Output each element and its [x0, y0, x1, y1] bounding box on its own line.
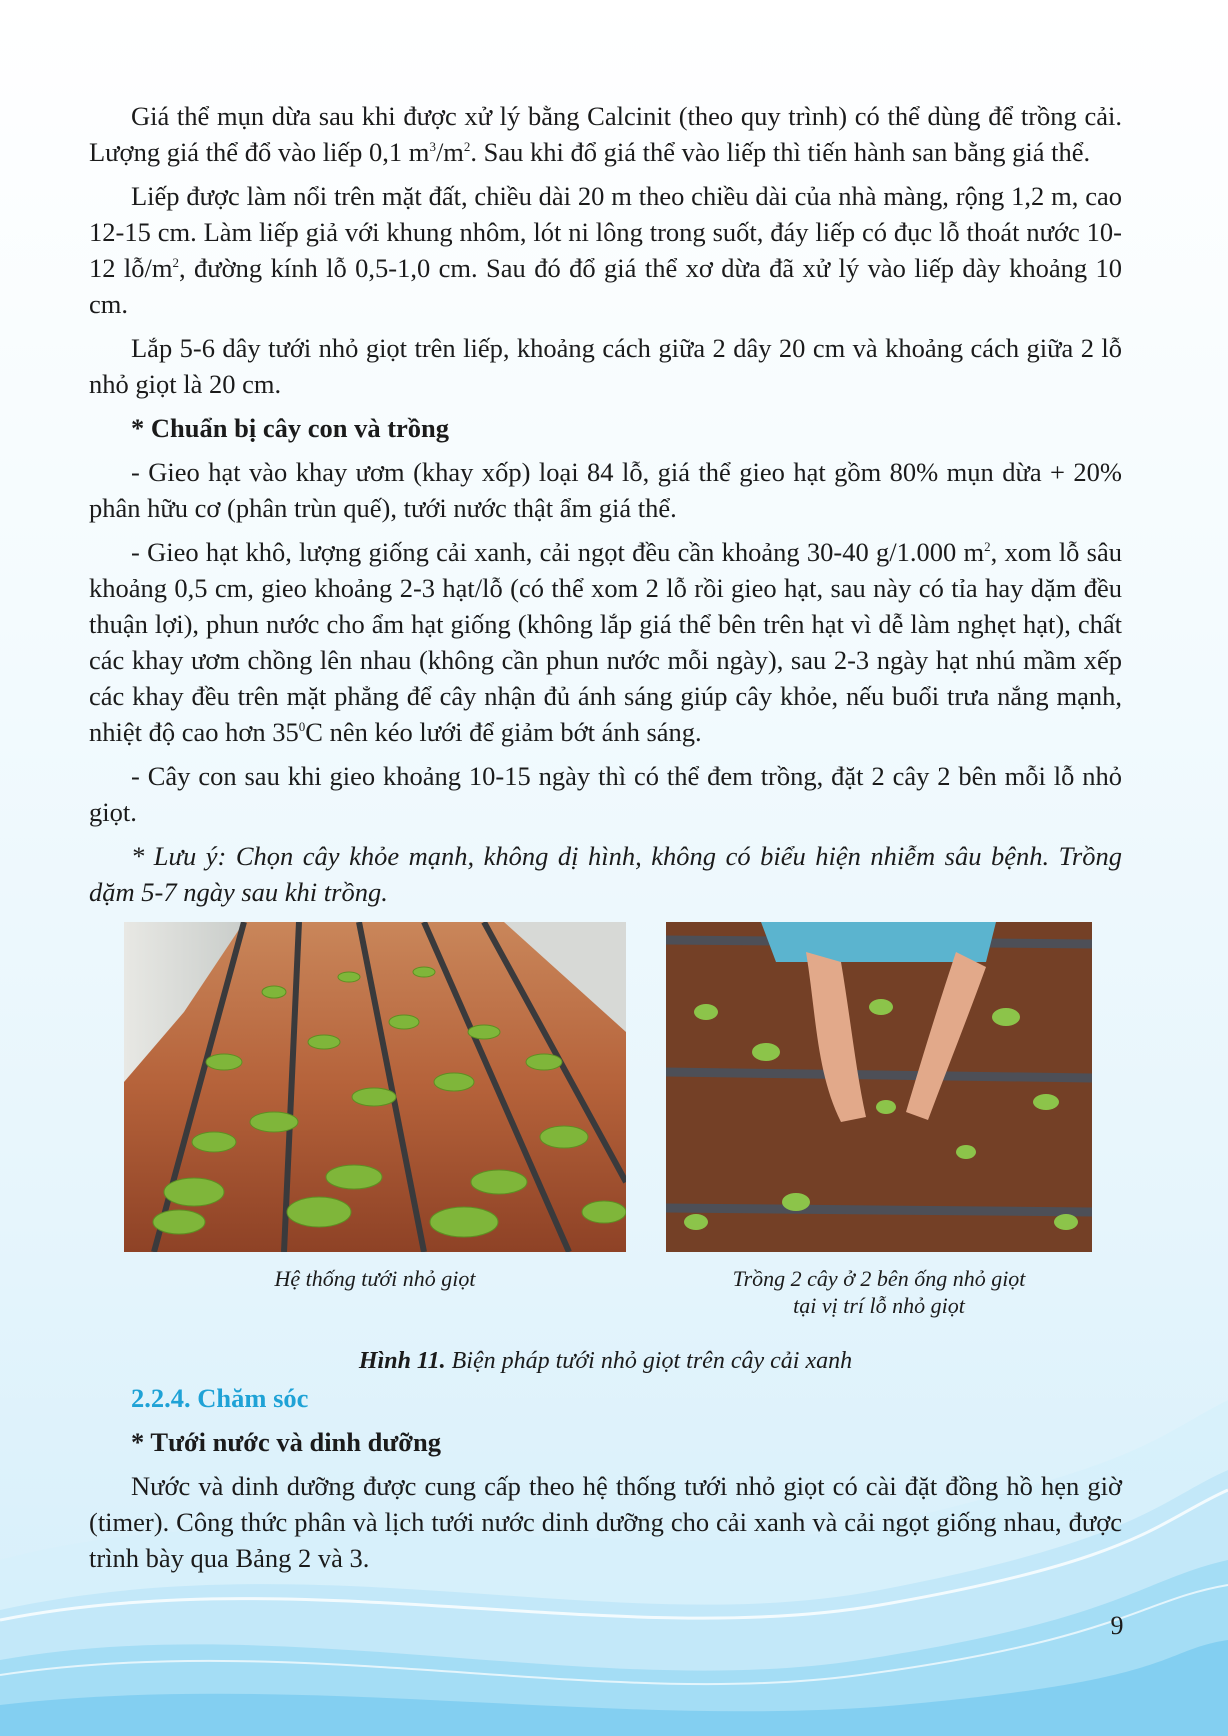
- caption-right: Trồng 2 cây ở 2 bên ống nhỏ giọt tại vị trí lỗ nhỏ giọt: [732, 1266, 1026, 1318]
- figure-title: Hình 11. Biện pháp tưới nhỏ giọt trên cây cải xanh: [358, 1348, 853, 1374]
- paragraph-sowing-seeds: - Gieo hạt khô, lượng giống cải xanh, cải ngọt đều cần khoảng 30-40 g/1.000 $m^2$, xom lỗ sâu khoảng 0,5 cm, gieo khoảng 2-3 hạt/lỗ (có thể xom 2 lỗ rồi gieo hạt, sau này có tỉa hay dặm đều thuận lợi), phun nước cho ẩm hạt giống (không lắp giá thể bên trên hạt vì dễ làm nghẹt hạt), chất các khay ươm chồng lên nhau (không cần phun nước mỗi ngày), sau 2-3 ngày hạt nhú mầm xếp các khay đều trên mặt phẳng để cây nhận đủ ánh sáng giúp cây khỏe, nếu buổi trưa nắng mạnh, nhiệt độ cao hơn $35^0C$ nên kéo lưới để giảm bớt ánh sáng.: [89, 537, 1122, 747]
- paragraph-sowing-trays: - Gieo hạt vào khay ươm (khay xốp) loại 84 lỗ, giá thể gieo hạt gồm 80% mụn dừa + 20% phân hữu cơ (phân trùn quế), tưới nước thật ẩm giá thể.: [89, 457, 1122, 523]
- section-heading: 2.2.4. Chăm sóc: [131, 1383, 309, 1413]
- caption-left: Hệ thống tưới nhỏ giọt: [274, 1266, 476, 1291]
- subheading-seedlings: * Chuẩn bị cây con và trồng: [131, 413, 450, 443]
- paragraph-substrate: Giá thể mụn dừa sau khi được xử lý bằng Calcinit (theo quy trình) có thể dùng để trồng cải. Lượng giá thể đổ vào liếp 0,1 $m^3/m^2$. Sau khi đổ giá thể vào liếp thì tiến hành san bằng giá thể.: [89, 101, 1122, 167]
- seedling-rows-drip-lines-photo: [124, 922, 626, 1252]
- paragraph-note: * Lưu ý: Chọn cây khỏe mạnh, không dị hình, không có biểu hiện nhiễm sâu bệnh. Trồng dặm 5-7 ngày sau khi trồng.: [89, 841, 1122, 907]
- page-number: 9: [1110, 1611, 1124, 1640]
- paragraph-watering: Nước và dinh dưỡng được cung cấp theo hệ thống tưới nhỏ giọt có cài đặt đồng hồ hẹn giờ (timer). Công thức phân và lịch tưới nước dinh dưỡng cho cải xanh và cải ngọt giống nhau, được trình bày qua Bảng 2 và 3.: [89, 1471, 1122, 1573]
- page-content: [89, 98, 1122, 1576]
- paragraph-bed: Liếp được làm nổi trên mặt đất, chiều dài 20 m theo chiều dài của nhà màng, rộng 1,2 m, cao 12-15 cm. Làm liếp giả với khung nhôm, lót ni lông trong suốt, đáy liếp có đục lỗ thoát nước 10-12 $lỗ/m^2$, đường kính lỗ 0,5-1,0 cm. Sau đó đổ giá thể xơ dừa đã xử lý vào liếp dày khoảng 10 cm.: [89, 181, 1123, 319]
- paragraph-transplant: - Cây con sau khi gieo khoảng 10-15 ngày thì có thể đem trồng, đặt 2 cây 2 bên mỗi lỗ nhỏ giọt.: [89, 761, 1122, 827]
- hands-planting-seedlings-photo: [666, 922, 1092, 1252]
- figure-photos: [89, 922, 1122, 1342]
- subheading-watering: * Tưới nước và dinh dưỡng: [131, 1427, 441, 1457]
- paragraph-drip-lines: Lắp 5-6 dây tưới nhỏ giọt trên liếp, khoảng cách giữa 2 dây 20 cm và khoảng cách giữa 2 lỗ nhỏ giọt là 20 cm.: [89, 333, 1122, 399]
